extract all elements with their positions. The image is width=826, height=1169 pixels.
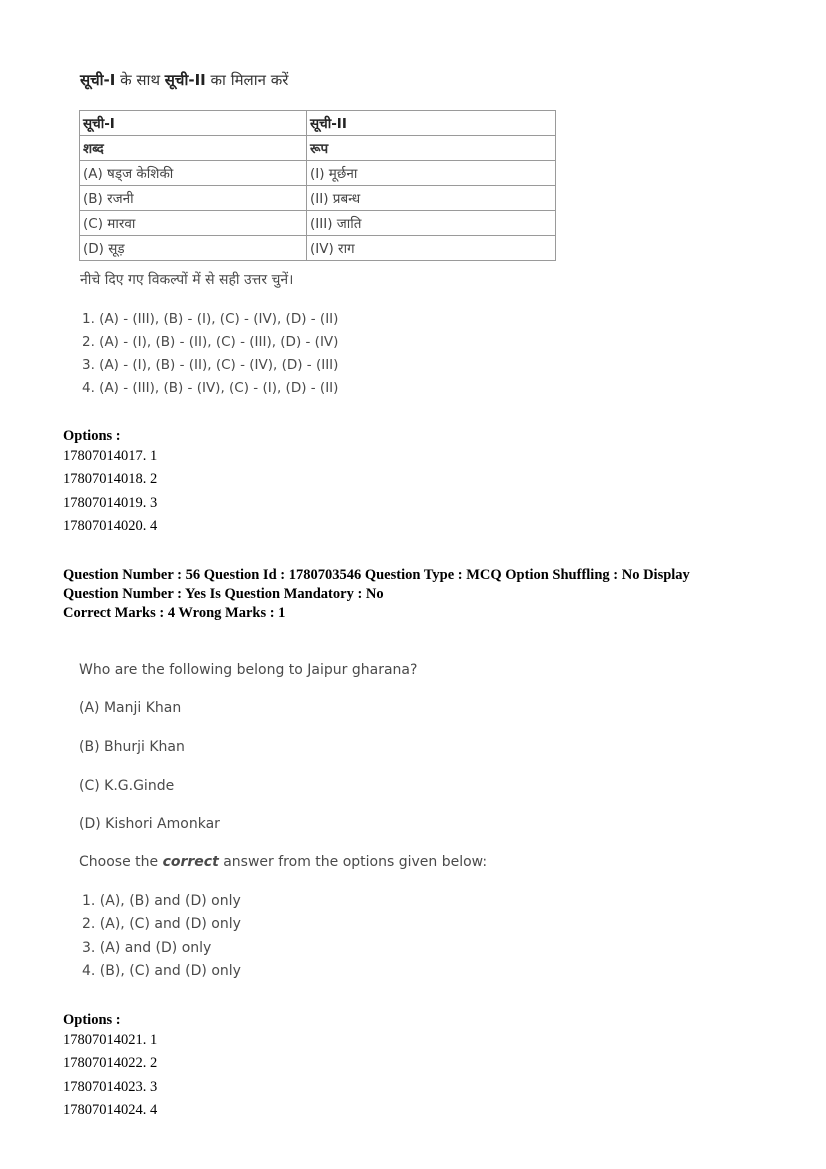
choice-item: 1. (A) - (III), (B) - (I), (C) - (IV), (D) - (II) [82, 311, 339, 327]
table-subheader-cell: रूप [307, 136, 556, 161]
emphasis-correct: correct [162, 854, 219, 870]
choice-item: 4. (B), (C) and (D) only [82, 962, 241, 979]
statement-item: (D) Kishori Amonkar [79, 816, 220, 832]
options-block [63, 1012, 157, 1122]
statement-item: (C) K.G.Ginde [79, 778, 175, 794]
table-cell: (A) षड्ज केशिकी [80, 161, 307, 186]
table-row [80, 211, 556, 236]
question-text: Who are the following belong to Jaipur gharana? [79, 662, 418, 678]
choice-item: 3. (A) - (I), (B) - (II), (C) - (IV), (D) - (III) [82, 357, 339, 373]
question-instruction: Choose the correct answer from the options given below: [79, 854, 488, 870]
choice-item: 3. (A) and (D) only [82, 939, 212, 956]
meta-line: Correct Marks : 4 Wrong Marks : 1 [63, 605, 286, 621]
table-cell: (III) जाति [307, 211, 556, 236]
table-cell: (I) मूर्छना [307, 161, 556, 186]
choice-item: 4. (A) - (III), (B) - (IV), (C) - (I), (D) - (II) [82, 380, 339, 396]
table-cell: (II) प्रबन्ध [307, 186, 556, 211]
option-id: 17807014018. 2 [63, 471, 158, 488]
table-cell: (IV) राग [307, 236, 556, 261]
meta-line: Question Number : 56 Question Id : 1780703546 Question Type : MCQ Option Shuffling : No Display [63, 567, 690, 583]
table-cell: (C) मारवा [80, 211, 307, 236]
answer-choices [82, 890, 241, 983]
option-id: 17807014022. 2 [63, 1055, 158, 1072]
option-id: 17807014024. 4 [63, 1101, 158, 1118]
table-header-row [80, 111, 556, 136]
choice-item: 1. (A), (B) and (D) only [82, 893, 241, 909]
options-label: Options : [63, 1012, 121, 1028]
option-id: 17807014023. 3 [63, 1078, 158, 1095]
match-question-title: सूची-I के साथ सूची-II का मिलान करें [80, 71, 289, 89]
table-subheader-cell: शब्द [80, 136, 307, 161]
table-row [80, 236, 556, 261]
match-table [79, 110, 556, 261]
table-cell: (D) सूड़ [80, 236, 307, 261]
table-cell: (B) रजनी [80, 186, 307, 211]
question-meta [63, 566, 690, 623]
list-1-label: सूची-I [80, 71, 116, 89]
option-id: 17807014021. 1 [63, 1032, 158, 1048]
option-id: 17807014017. 1 [63, 448, 158, 464]
list-2-label: सूची-II [164, 71, 206, 89]
match-instruction: नीचे दिए गए विकल्पों में से सही उत्तर चुनें। [80, 272, 294, 288]
choice-item: 2. (A), (C) and (D) only [82, 916, 241, 933]
match-choices [82, 308, 338, 400]
option-id: 17807014019. 3 [63, 494, 158, 511]
option-id: 17807014020. 4 [63, 517, 158, 534]
table-subheader-row [80, 136, 556, 161]
meta-line: Question Number : Yes Is Question Mandatory : No [63, 586, 384, 602]
options-block [63, 428, 157, 538]
choice-item: 2. (A) - (I), (B) - (II), (C) - (III), (D) - (IV) [82, 334, 339, 350]
table-header-cell: सूची-II [307, 111, 556, 136]
statement-item: (B) Bhurji Khan [79, 739, 185, 755]
table-row [80, 186, 556, 211]
options-label: Options : [63, 428, 121, 444]
table-row [80, 161, 556, 186]
table-header-cell: सूची-I [80, 111, 307, 136]
statement-item: (A) Manji Khan [79, 700, 182, 716]
